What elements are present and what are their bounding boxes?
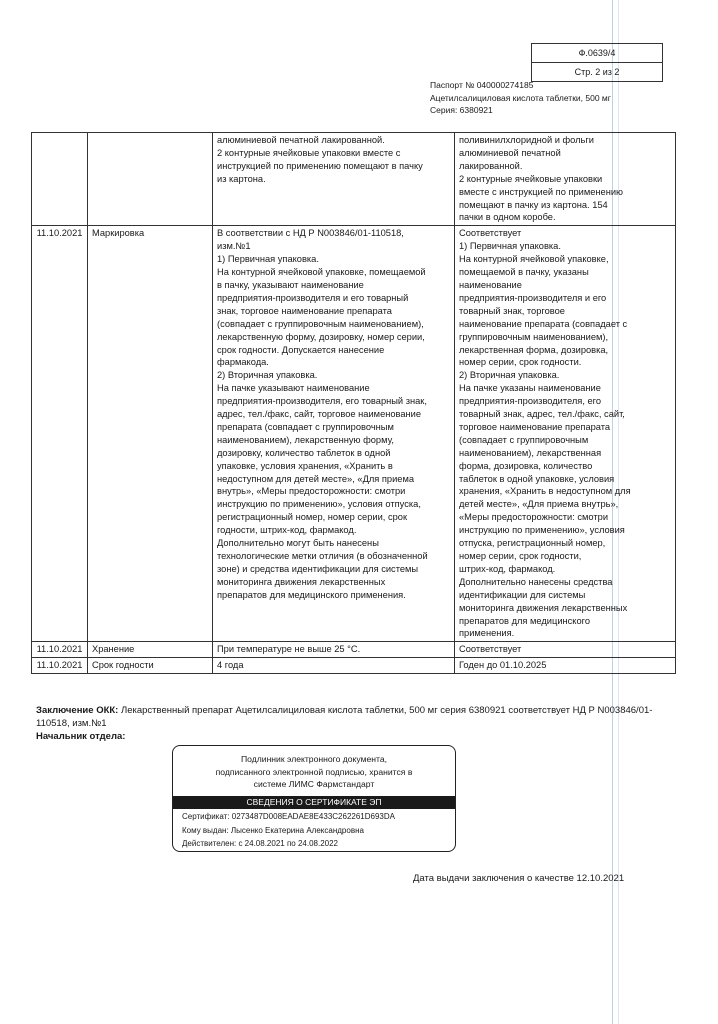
- cell-text-line: группировочным наименованием),: [459, 331, 609, 342]
- cell-text-line: идентификации для системы: [459, 589, 586, 600]
- requirement-cell: При температуре не выше 25 °С.: [213, 642, 455, 658]
- requirement-cell: 4 года: [213, 658, 455, 674]
- issue-date: Дата выдачи заключения о качестве 12.10.2021: [413, 873, 625, 884]
- result-cell: [455, 133, 676, 226]
- cell-text-line: предприятия-производителя и его: [459, 292, 607, 303]
- cell-text-line: номер серии, срок годности.: [459, 357, 582, 368]
- cell-text-line: срок годности. Допускается нанесение: [217, 344, 385, 355]
- cell-text-line: лекарственная форма, дозировка,: [459, 344, 609, 355]
- cell-text-line: годности, штрих-код, фармакод.: [217, 525, 357, 536]
- cell-text-line: 1) Первичная упаковка.: [217, 254, 319, 265]
- cell-text-line: товарный знак, адрес, тел./факс, сайт,: [459, 409, 625, 420]
- cell-text-line: В соответствии с НД Р N003846/01-110518,: [217, 228, 404, 239]
- stamp-line: подписанного электронной подписью, хранится в: [215, 766, 413, 777]
- cell-text-line: вместе с инструкцией по применению: [459, 186, 624, 197]
- certificate-owner: Кому выдан: Лысенко Екатерина Александровна: [182, 825, 364, 835]
- cell-text-line: предприятия-производителя, его товарный знак,: [217, 396, 427, 407]
- passport-product: Ацетилсалициловая кислота таблетки, 500 мг: [430, 92, 611, 103]
- cell-text-line: инструкцией по применению помещают в пачку: [217, 160, 423, 171]
- cell-text-line: внутрь», «Меры предосторожности: смотри: [217, 486, 406, 497]
- table-row: [32, 226, 676, 642]
- cell-text-line: зоне) и средства идентификации для системы: [217, 563, 419, 574]
- electronic-signature-stamp: [172, 745, 456, 852]
- form-code: Ф.0639/4: [578, 48, 616, 58]
- cell-text-line: препарата (совпадает с группировочным: [217, 421, 394, 432]
- cell-text-line: в пачку, указывают наименование: [217, 279, 364, 290]
- cell-text-line: алюминиевой печатной: [459, 147, 561, 158]
- passport-series: Серия: 6380921: [430, 105, 493, 115]
- cell-text-line: наименованием), лекарственную форму,: [217, 434, 394, 445]
- cell-text-line: предприятия-производителя и его товарный: [217, 292, 409, 303]
- passport-header: [430, 79, 611, 117]
- test-results-table: [31, 132, 676, 674]
- requirement-cell: [213, 226, 455, 642]
- date-cell: [32, 133, 88, 226]
- cell-text-line: недоступном для детей месте», «Для приема: [217, 473, 415, 484]
- department-head-label: Начальник отдела:: [36, 731, 126, 742]
- cell-text-line: инструкцию по применению», условия отпуска,: [217, 499, 421, 510]
- conclusion: [36, 704, 676, 730]
- cell-text-line: штрих-код, фармакод.: [459, 563, 556, 574]
- cell-text-line: Соответствует: [459, 228, 522, 239]
- cell-text-line: упаковке, условия хранения, «Хранить в: [217, 460, 393, 471]
- cell-text-line: регистрационный номер, номер серии, срок: [217, 512, 408, 523]
- cell-text-line: пачки в одном коробе.: [459, 212, 556, 223]
- cell-text-line: мониторинга движения лекарственных: [217, 576, 386, 587]
- certificate-validity: Действителен: с 24.08.2021 по 24.08.2022: [182, 839, 338, 848]
- cell-text-line: 2 контурные ячейковые упаковки вместе с: [217, 147, 401, 158]
- cell-text-line: из картона.: [217, 173, 266, 184]
- cell-text-line: инструкцию по применению», условия: [459, 525, 625, 536]
- cell-text-line: технологические метки отличия (в обозначенной: [217, 551, 428, 561]
- result-cell: [455, 226, 676, 642]
- indicator-cell: Срок годности: [88, 658, 213, 674]
- cell-text-line: лекарственную форму, дозировку, номер серии,: [217, 331, 425, 342]
- cell-text-line: отпуска, регистрационный номер,: [459, 538, 606, 549]
- cell-text-line: «Меры предосторожности: смотри: [459, 512, 609, 523]
- result-cell: Годен до 01.10.2025: [455, 658, 676, 674]
- cell-text-line: мониторинга движения лекарственных: [459, 602, 628, 613]
- cell-text-line: применения.: [459, 628, 515, 639]
- cell-text-line: форма, дозировка, количество: [459, 460, 593, 471]
- cell-text-line: Дополнительно могут быть нанесены: [217, 538, 379, 549]
- date-cell: 11.10.2021: [32, 642, 88, 658]
- result-cell: Соответствует: [455, 642, 676, 658]
- cell-text-line: таблеток в одной упаковке, условия: [459, 473, 615, 484]
- cell-text-line: адрес, тел./факс, сайт, торговое наименование: [217, 409, 422, 420]
- cell-text-line: (совпадает с группировочным: [459, 434, 589, 445]
- cell-text-line: помещают в пачку из картона. 154: [459, 199, 608, 210]
- table-row: [32, 133, 676, 226]
- cell-text-line: На пачке указывают наименование: [217, 383, 370, 394]
- cell-text-line: препаратов для медицинского: [459, 615, 591, 626]
- cell-text-line: наименование препарата (совпадает с: [459, 318, 628, 329]
- cell-text-line: хранения, «Хранить в недоступном для: [459, 486, 631, 497]
- requirement-cell: [213, 133, 455, 226]
- cell-text-line: 1) Первичная упаковка.: [459, 241, 561, 252]
- cell-text-line: препаратов для медицинского применения.: [217, 589, 406, 600]
- page-number: Стр. 2 из 2: [532, 62, 662, 81]
- certificate-info-bar: СВЕДЕНИЯ О СЕРТИФИКАТЕ ЭП: [173, 796, 455, 809]
- cell-text-line: помещаемой в пачку, указаны: [459, 267, 589, 278]
- cell-text-line: поливинилхлоридной и фольги: [459, 135, 594, 145]
- cell-text-line: знак, торговое наименование препарата: [217, 305, 392, 316]
- cell-text-line: изм.№1: [217, 241, 251, 252]
- cell-text-line: 2) Вторичная упаковка.: [459, 370, 560, 381]
- indicator-cell: Маркировка: [88, 226, 213, 642]
- cell-text-line: торговое наименование препарата: [459, 421, 611, 432]
- table-row: [32, 658, 676, 674]
- cell-text-line: наименование: [459, 279, 522, 290]
- certificate-number: Сертификат: 0273487D008EADAE8E433C262261D693DA: [182, 812, 395, 821]
- stamp-line: Подлинник электронного документа,: [240, 754, 388, 764]
- date-cell: 11.10.2021: [32, 658, 88, 674]
- cell-text-line: На контурной ячейковой упаковке,: [459, 254, 609, 265]
- cell-text-line: фармакода.: [217, 357, 269, 368]
- cell-text-line: номер серии, срок годности,: [459, 551, 582, 561]
- cell-text-line: лакированной.: [459, 160, 523, 171]
- table-row: [32, 642, 676, 658]
- cell-text-line: предприятия-производителя, его: [459, 396, 602, 407]
- indicator-cell: [88, 133, 213, 226]
- indicator-cell: Хранение: [88, 642, 213, 658]
- form-code-box: [531, 43, 663, 82]
- date-cell: 11.10.2021: [32, 226, 88, 642]
- cell-text-line: 2 контурные ячейковые упаковки: [459, 173, 603, 184]
- cell-text-line: На пачке указаны наименование: [459, 383, 601, 394]
- cell-text-line: наименованием), лекарственная: [459, 447, 602, 458]
- conclusion-text: Лекарственный препарат Ацетилсалициловая кислота таблетки, 500 мг серия 6380921 соответствует НД Р N003846/01-110518, изм.№1: [36, 705, 653, 729]
- stamp-line: системе ЛИМС Фармстандарт: [253, 779, 375, 789]
- cell-text-line: 2) Вторичная упаковка.: [217, 370, 318, 381]
- cell-text-line: На контурной ячейковой упаковке, помещаемой: [217, 267, 426, 278]
- cell-text-line: товарный знак, торговое: [459, 305, 565, 316]
- cell-text-line: детей месте», «Для приема внутрь»,: [459, 499, 619, 510]
- passport-number: Паспорт № 040000274185: [430, 80, 534, 90]
- cell-text-line: Дополнительно нанесены средства: [459, 576, 613, 587]
- conclusion-label: Заключение ОКК:: [36, 705, 119, 716]
- cell-text-line: алюминиевой печатной лакированной.: [217, 135, 385, 145]
- cell-text-line: (совпадает с группировочным наименованием),: [217, 318, 424, 329]
- cell-text-line: дозировку, количество таблеток в одной: [217, 447, 391, 458]
